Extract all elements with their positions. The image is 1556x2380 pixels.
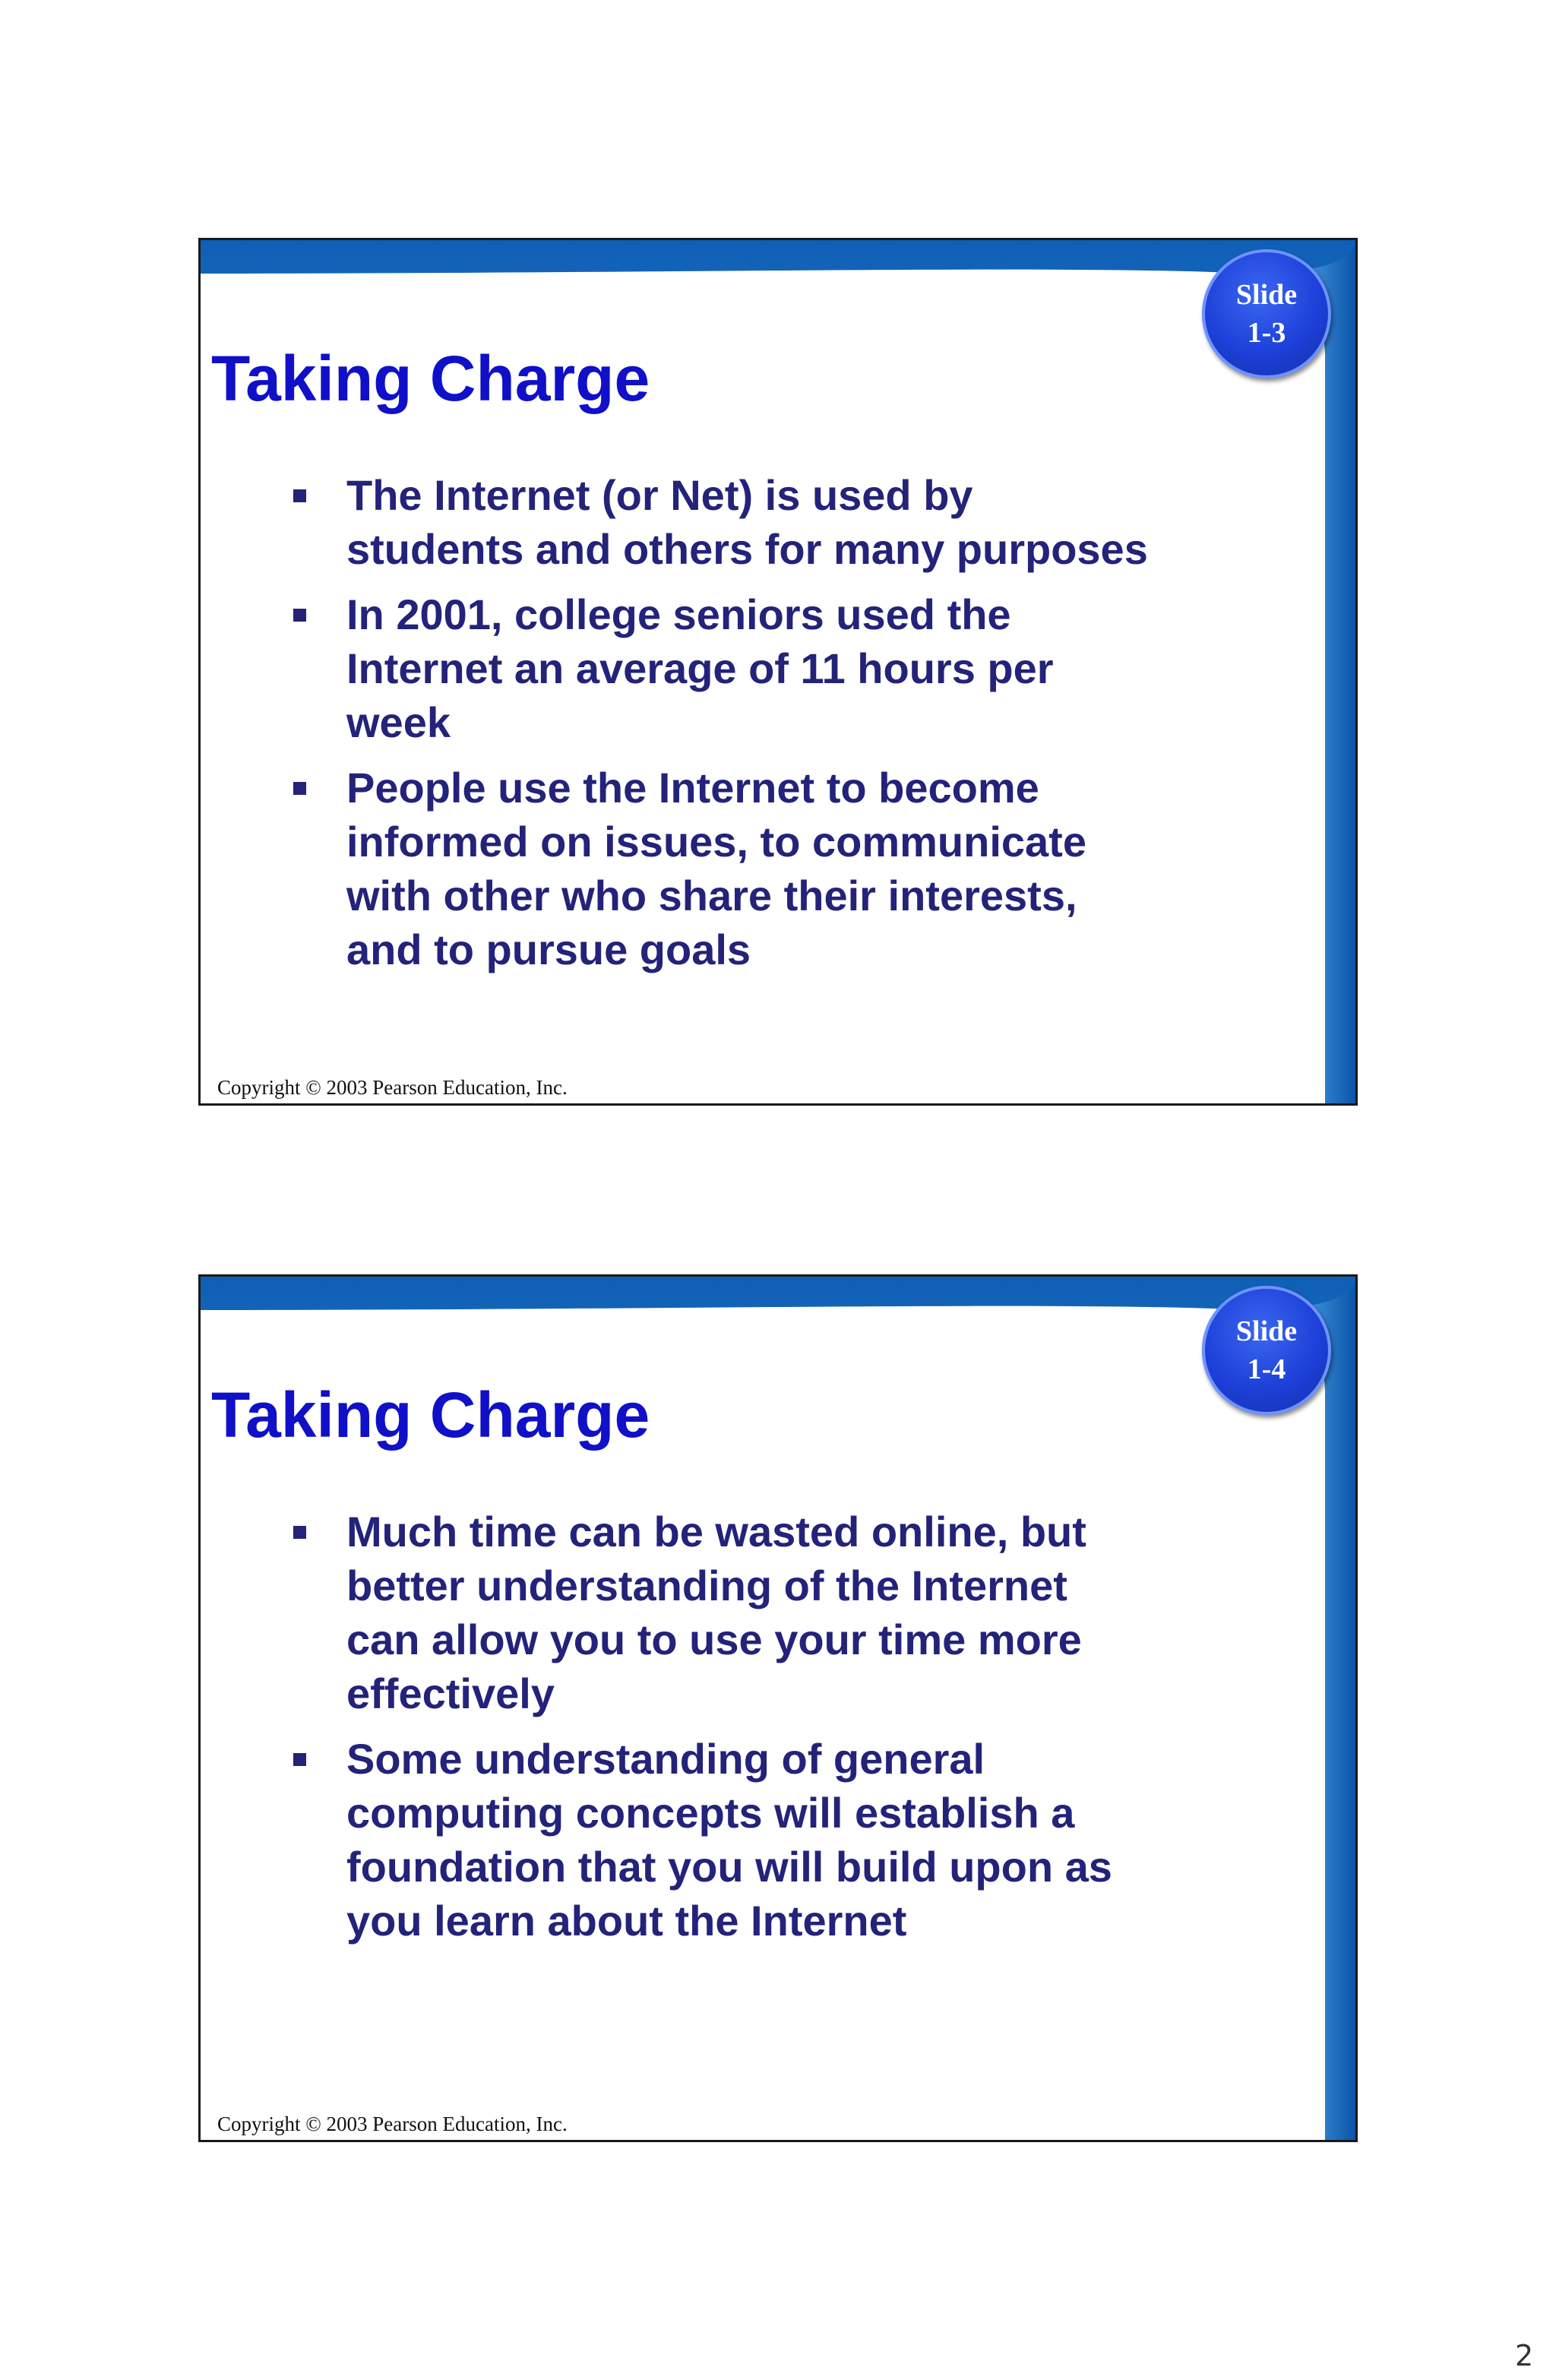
copyright-notice: Copyright © 2003 Pearson Education, Inc. <box>217 2113 568 2135</box>
bullet-list <box>293 1505 1152 1959</box>
square-bullet-icon <box>293 1526 306 1539</box>
slide-number-badge <box>1202 249 1331 378</box>
slide-badge-label: Slide <box>1235 1315 1298 1347</box>
slide-number-badge <box>1202 1286 1331 1415</box>
bullet-text: The Internet (or Net) is used by students and others for many purposes <box>346 471 1148 573</box>
slide-1-3 <box>198 238 1358 1106</box>
bullet-item <box>293 587 1152 749</box>
bullet-text: People use the Internet to become informed on issues, to communicate with other who share their interests, and to pursue goals <box>346 764 1086 973</box>
slide-badge-number: 1-4 <box>1247 1353 1286 1385</box>
square-bullet-icon <box>293 489 306 502</box>
copyright-notice: Copyright © 2003 Pearson Education, Inc. <box>217 1076 568 1099</box>
bullet-text: Some understanding of general computing concepts will establish a foundation that you will build upon as you learn about the Internet <box>346 1735 1112 1945</box>
slide-title: Taking Charge <box>211 343 650 414</box>
square-bullet-icon <box>293 609 306 622</box>
square-bullet-icon <box>293 782 306 795</box>
bullet-item <box>293 1732 1152 1948</box>
slide-badge-number: 1-3 <box>1247 317 1286 349</box>
slide-badge-label: Slide <box>1235 279 1298 311</box>
square-bullet-icon <box>293 1753 306 1766</box>
bullet-text: Much time can be wasted online, but better understanding of the Internet can allow you to use your time more effectively <box>346 1508 1086 1717</box>
bullet-item <box>293 468 1152 576</box>
bullet-item <box>293 761 1152 976</box>
slide-1-4 <box>198 1274 1358 2142</box>
bullet-text: In 2001, college seniors used the Internet an average of 11 hours per week <box>346 590 1054 746</box>
bullet-item <box>293 1505 1152 1720</box>
page-number: 2 <box>1515 2339 1534 2372</box>
slide-title: Taking Charge <box>211 1379 650 1451</box>
bullet-list <box>293 468 1152 988</box>
